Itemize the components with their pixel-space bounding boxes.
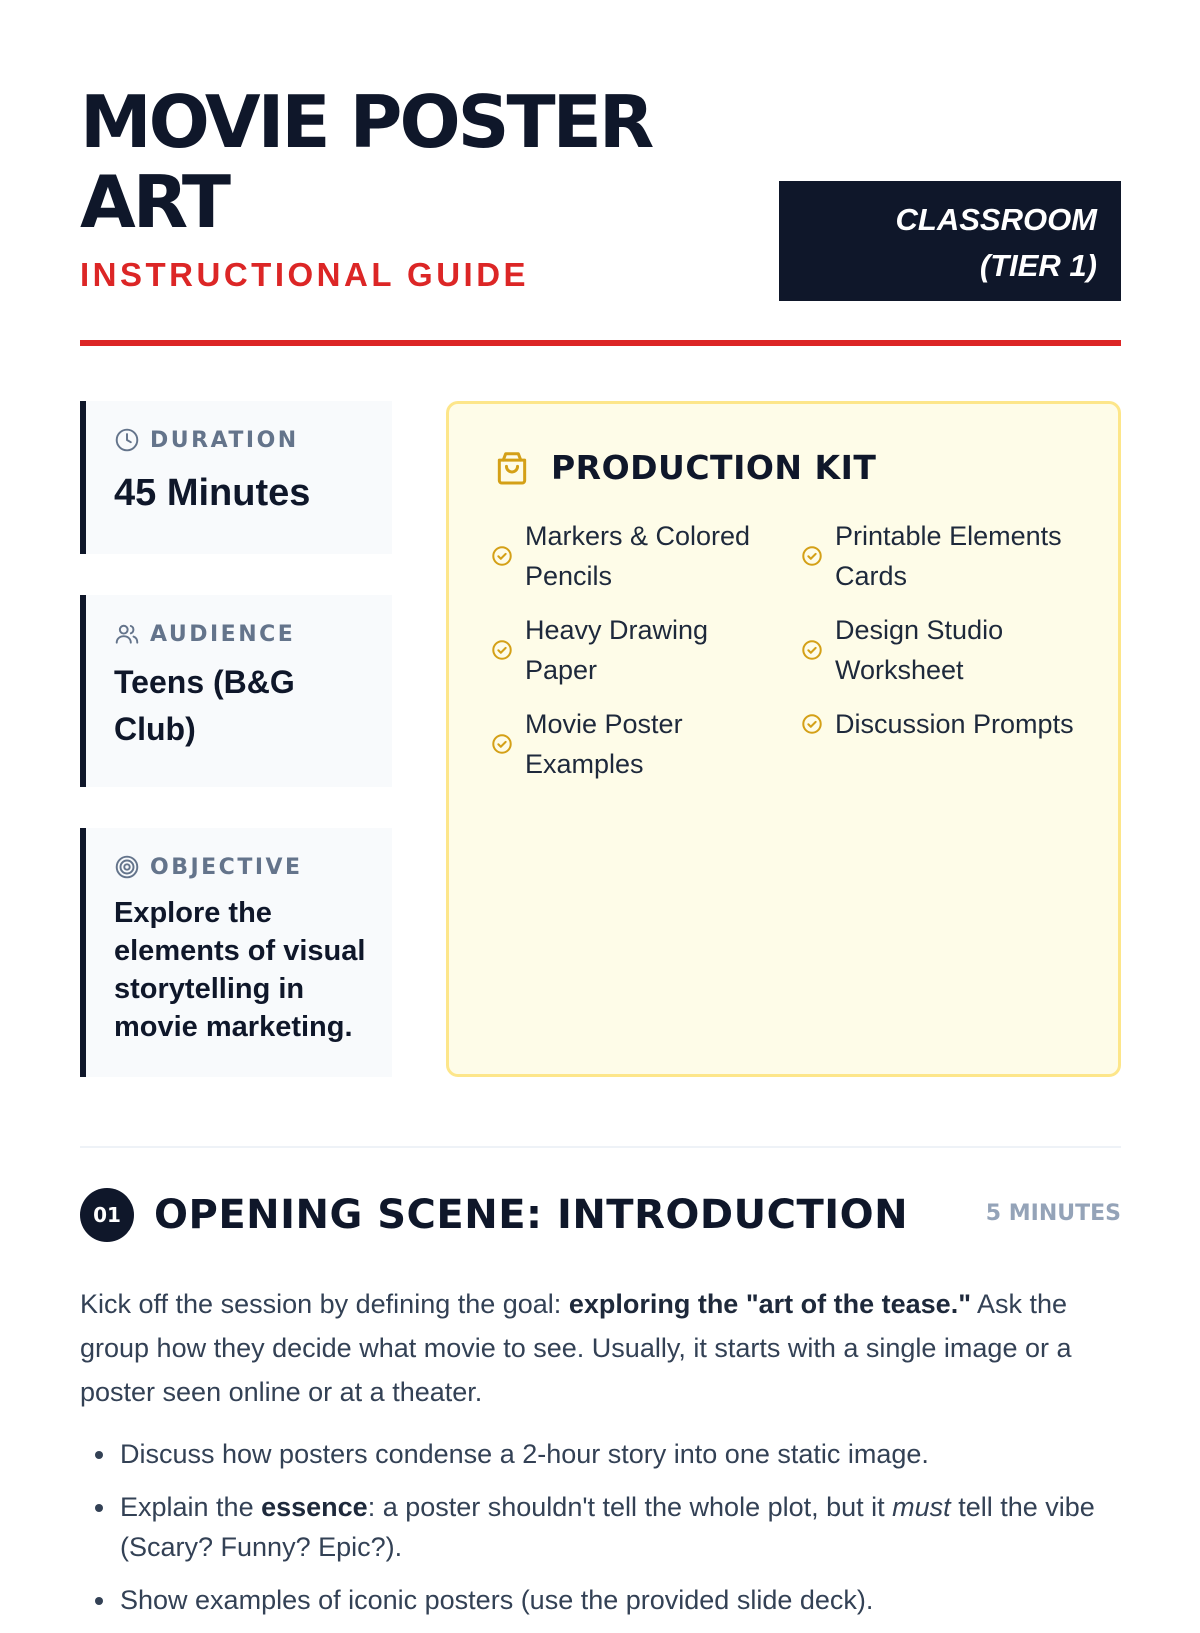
objective-value: Explore the elements of visual storytelling in movie marketing. [114,897,366,1043]
audience-value: Teens (B&G Club) [114,664,295,747]
audience-label: AUDIENCE [150,621,296,647]
check-circle-icon [801,713,823,735]
tier-badge [779,181,1121,301]
kit-item-label: Printable Elements Cards [835,521,1062,591]
shopping-bag-icon [493,449,531,487]
check-circle-icon [491,639,513,661]
tier-badge-label: CLASSROOM (TIER 1) [895,202,1097,283]
clock-icon [114,427,140,453]
section-divider [80,1146,1121,1148]
kit-item [491,704,781,784]
check-circle-icon [801,639,823,661]
duration-label: DURATION [150,427,299,453]
check-circle-icon [491,545,513,567]
kit-item-label: Movie Poster Examples [525,709,683,779]
kit-item [491,516,781,596]
emphasis-text: exploring the "art of the tease." [568,1289,971,1319]
kit-item-label: Discussion Prompts [835,709,1074,739]
page-subtitle: INSTRUCTIONAL GUIDE [80,256,530,293]
objective-label: OBJECTIVE [150,854,303,880]
page-title: MOVIE POSTER ART [80,80,652,244]
kit-item-label: Heavy Drawing Paper [525,615,709,685]
production-kit-panel [446,401,1121,1077]
users-icon [114,621,140,647]
kit-item [801,516,1091,596]
objective-card [80,828,392,1077]
list-item: Show examples of iconic posters (use the provided slide deck). [120,1580,1121,1620]
header-divider [80,340,1121,346]
duration-value: 45 Minutes [114,472,311,514]
section-bullet-list [80,1434,1121,1633]
audience-card [80,595,392,787]
section-duration: 5 MINUTES [985,1201,1121,1226]
production-kit-title: PRODUCTION KIT [551,448,877,487]
kit-item-label: Design Studio Worksheet [835,615,1004,685]
step-number-badge: 01 [80,1188,134,1242]
list-item: Discuss how posters condense a 2-hour story into one static image. [120,1434,1121,1474]
section-title: OPENING SCENE: INTRODUCTION [154,1192,909,1238]
check-circle-icon [491,733,513,755]
kit-item [491,610,781,690]
target-icon [114,854,140,880]
kit-item [801,610,1091,690]
section-intro-paragraph: Kick off the session by defining the goal: exploring the "art of the tease." Ask the group how they decide what movie to see. Usually, it starts with a single image or a poster seen online or at a theater. [80,1289,1072,1407]
check-circle-icon [801,545,823,567]
list-item: Explain the essence: a poster shouldn't tell the whole plot, but it must tell the vibe (Scary? Funny? Epic?). [120,1487,1121,1567]
duration-card [80,401,392,554]
kit-item-label: Markers & Colored Pencils [525,521,751,591]
kit-item [801,704,1101,744]
